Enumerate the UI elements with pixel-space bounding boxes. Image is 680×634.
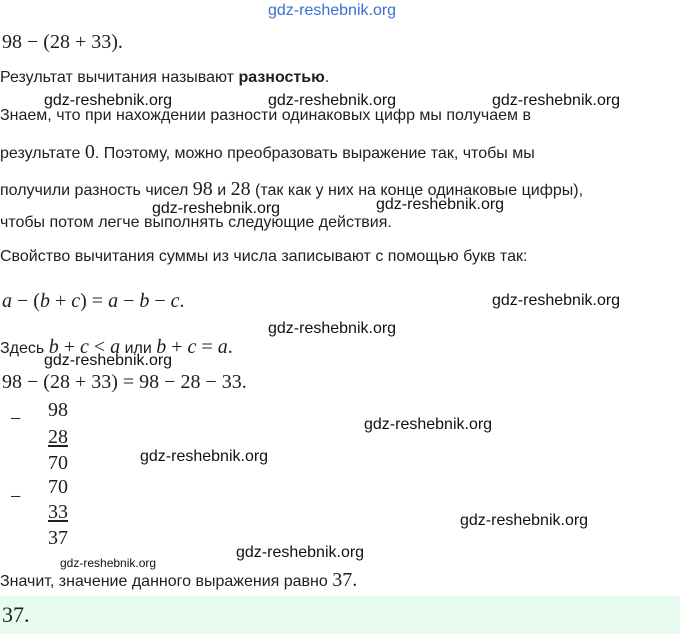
column-1-subtrahend: 28 — [48, 426, 68, 448]
watermark: gdz-reshebnik.org — [236, 544, 365, 561]
watermark: gdz-reshebnik.org — [492, 92, 621, 109]
column-2-top: 70 — [48, 476, 68, 498]
property-formula: a − (b + c) = a − b − c. — [2, 290, 185, 312]
paragraph-text: и — [212, 182, 231, 199]
watermark: gdz-reshebnik.org — [268, 320, 397, 337]
column-2-sign: − — [10, 486, 22, 508]
definition-line — [0, 68, 329, 88]
property-text: Свойство вычитания суммы из числа записывают с помощью букв так: — [0, 248, 528, 265]
condition-line: Здесь b + c < a или b + c = a. — [0, 336, 233, 358]
conclusion-line: Значит, значение данного выражения равно 37. — [0, 569, 358, 591]
paragraph-line-2 — [0, 140, 535, 164]
watermark-small: gdz-reshebnik.org — [60, 556, 157, 570]
number-zero: 0 — [84, 141, 95, 163]
watermark-top: gdz-reshebnik.org — [268, 2, 397, 19]
watermark: gdz-reshebnik.org — [44, 352, 173, 369]
number-28: 28 — [230, 178, 251, 200]
column-1-sign: − — [10, 408, 22, 430]
watermark: gdz-reshebnik.org — [492, 292, 621, 309]
column-2-result: 37 — [48, 527, 68, 549]
watermark: gdz-reshebnik.org — [364, 416, 493, 433]
column-1-top: 98 — [48, 399, 68, 421]
paragraph-text: (так как у них на конце одинаковые цифры), — [250, 182, 584, 199]
answer-box — [0, 596, 680, 634]
definition-term: разностью — [238, 69, 325, 86]
watermark: gdz-reshebnik.org — [140, 448, 269, 465]
paragraph-line-3 — [0, 177, 583, 201]
paragraph-text: получили разность чисел — [0, 182, 193, 199]
answer-value: 37. — [2, 602, 30, 627]
column-2-subtrahend: 33 — [48, 501, 68, 523]
expression-1: 98 − (28 + 33). — [2, 31, 123, 53]
number-98: 98 — [192, 178, 213, 200]
watermark: gdz-reshebnik.org — [44, 92, 173, 109]
paragraph-line-1: Знаем, что при нахождении разности одинаковых цифр мы получаем в — [0, 107, 531, 124]
watermark: gdz-reshebnik.org — [376, 196, 505, 213]
definition-text: Результат вычитания называют — [0, 69, 239, 86]
paragraph-line-4: чтобы потом легче выполнять следующие действия. — [0, 214, 392, 231]
watermark: gdz-reshebnik.org — [152, 200, 281, 217]
paragraph-text: результате — [0, 145, 85, 162]
definition-end: . — [324, 69, 330, 86]
watermark: gdz-reshebnik.org — [268, 92, 397, 109]
column-1-result: 70 — [48, 452, 68, 474]
paragraph-text: . Поэтому, можно преобразовать выражение так, чтобы мы — [94, 145, 535, 162]
watermark: gdz-reshebnik.org — [460, 512, 589, 529]
expression-2: 98 − (28 + 33) = 98 − 28 − 33. — [2, 371, 247, 393]
